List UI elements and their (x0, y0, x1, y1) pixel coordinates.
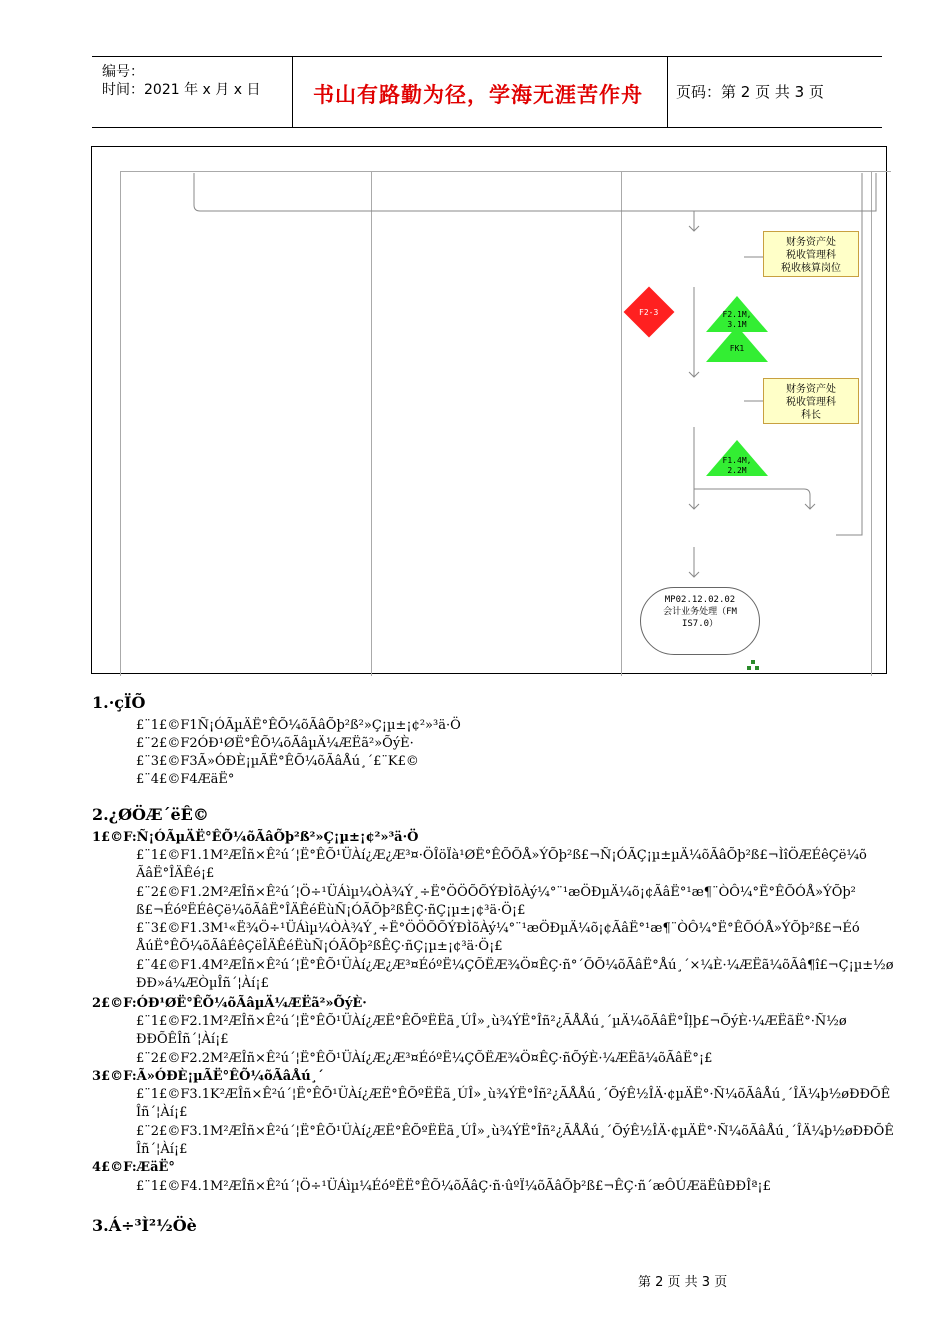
body-line: £¨4£©F1.4M²ÆÎñ×Ê²ú´¦Ë°ÊÕ¹ÜÀí¿Æ¿Æ³¤ÉóºË¼ÇÕËÆ¾Ö¤ÊÇ·ñ°´ÕÕ¼õÃâË°Åú¸´×¼È·¼ÆËã¼õÃâ¶î£¬Ç¡µ±½ø (136, 958, 894, 973)
task-box-section-chief (763, 378, 859, 424)
section-title: 2.¿ØÖÆ´ëÊ© (92, 805, 209, 824)
task-box-line: 税收管理科 (786, 250, 836, 261)
body-line: £¨3£©F1.3M¹«Ë¾Ö÷¹ÜÁìµ¼ÒÀ¾Ý¸÷Ë°ÖÖÕÕÝÐÌõÀý¼°¨¹æÖÐµÄ¼õ¡¢ÃâË°¹æ¶¨ÒÔ¼°Ë°ÊÕÓÅ»ÝÕþ²ß£¬Éó (136, 921, 860, 936)
body-line: Îñ´¦Àí¡£ (136, 1105, 188, 1120)
body-line: £¨1£©F1.1M²ÆÎñ×Ê²ú´¦Ë°ÊÕ¹ÜÀí¿Æ¿Æ³¤·ÖÎöÏà¹ØË°ÊÕÕÅ»ÝÕþ²ß£¬Ñ¡ÓÃÇ¡µ±µÄ¼õÃâÕþ²ß£¬ÌîÖÆÉêÇë¼õ (136, 848, 867, 863)
page-header (92, 56, 882, 128)
body-line: £¨1£©F2.1M²ÆÎñ×Ê²ú´¦Ë°ÊÕ¹ÜÀí¿ÆË°ÊÕºËËã¸ÚÎ»¸ù¾ÝË°Îñ²¿ÃÅÅú¸´µÄ¼õÃâË°Îļþ£¬ÕýÈ·¼ÆËãË°·Ñ½ø (136, 1014, 847, 1029)
control-label-line: 3.1M (727, 320, 747, 329)
header-motto: 书山有路勤为径，学海无涯苦作舟 (313, 83, 643, 107)
page-footer: 第 2 页 共 3 页 (638, 1275, 728, 1290)
task-box-line: 财务资产处 (786, 237, 836, 248)
task-box-line: 财务资产处 (786, 384, 836, 395)
control-label-line: F2.1M, (722, 310, 752, 319)
task-box-tax-accounting (763, 231, 859, 277)
body-line: ÅúË°ÊÕ¼õÃâÉêÇëÎÄÊéËùÑ¡ÓÃÕþ²ßÊÇ·ñÇ¡µ±¡¢³ä·Ö¡£ (136, 939, 503, 954)
control-fk-label: FK1 (729, 344, 745, 353)
task-box-line: 科长 (801, 410, 821, 421)
body-line: ÃâË°ÎÄÊé¡£ (136, 866, 215, 881)
body-line: £¨4£©F4ÆäË° (136, 772, 235, 787)
subsection-title: 3£©F:Ã»ÓÐÈ¡µÃË°ÊÕ¼õÃâÅú¸´ (92, 1069, 324, 1084)
connector-icon (747, 660, 759, 670)
header-motto-cell (292, 57, 668, 127)
body-line: £¨1£©F4.1M²ÆÎñ×Ê²ú´¦Ö÷¹ÜÁìµ¼ÉóºËË°ÊÕ¼õÃâÇ·ñ·ûºÏ¼õÃâÕþ²ß£¬ÊÇ·ñ´æÔÚÆäËûÐÐÎª¡£ (136, 1179, 771, 1194)
body-line: £¨2£©F2ÓÐ¹ØË°ÊÕ¼õÃâµÄ¼ÆËã²»ÕýÈ· (136, 736, 414, 751)
body-line: £¨2£©F1.2M²ÆÎñ×Ê²ú´¦Ö÷¹ÜÁìµ¼ÒÀ¾Ý¸÷Ë°ÖÖÕÕÝÐÌõÀý¼°¨¹æÖÐµÄ¼õ¡¢ÃâË°¹æ¶¨ÒÔ¼°Ë°ÊÕÓÅ»ÝÕþ² (136, 885, 856, 900)
subsection-title: 4£©F:ÆäË° (92, 1160, 175, 1175)
body-line: £¨2£©F3.1M²ÆÎñ×Ê²ú´¦Ë°ÊÕ¹ÜÀí¿ÆË°ÊÕºËËã¸ÚÎ»¸ù¾ÝË°Îñ²¿ÃÅÅú¸´ÕýÊ½ÎÄ·¢µÄË°·Ñ¼õÃâÅú¸´ÎÄ¼þ½øÐÐÕÊ (136, 1124, 894, 1139)
task-box-line: 税收核算岗位 (781, 263, 841, 274)
terminal-line: IS7.0） (681, 619, 719, 629)
body-line: Îñ´¦Àí¡£ (136, 1142, 188, 1157)
body-line: ÐÐ»á¼ÆÒµÎñ´¦Àí¡£ (136, 976, 269, 991)
risk-diamond-label: F2-3 (639, 308, 659, 317)
control-label-line: 2.2M (727, 466, 747, 475)
subsection-title: 1£©F:Ñ¡ÓÃµÄË°ÊÕ¼õÃâÕþ²ß²»Ç¡µ±¡¢²»³ä·Ö (92, 830, 419, 845)
terminal-line: MP02.12.02.02 (664, 595, 736, 605)
time-label: 时间：2021 年 x 月 x 日 (102, 82, 261, 98)
control-triangle-label (716, 456, 758, 476)
task-box-line: 税收管理科 (786, 397, 836, 408)
terminal-line: 会计业务处理（FM (663, 607, 737, 617)
process-terminal (640, 587, 760, 655)
section-title: 1.·çÏÕ (92, 693, 146, 712)
body-line: £¨3£©F3Ã»ÓÐÈ¡µÃË°ÊÕ¼õÃâÅú¸´£¨K£© (136, 754, 419, 769)
body-line: £¨2£©F2.2M²ÆÎñ×Ê²ú´¦Ë°ÊÕ¹ÜÀí¿Æ¿Æ³¤ÉóºË¼ÇÕËÆ¾Ö¤ÊÇ·ñÕýÈ·¼ÆËã¼õÃâË°¡£ (136, 1051, 713, 1066)
body-line: £¨1£©F3.1K²ÆÎñ×Ê²ú´¦Ë°ÊÕ¹ÜÀí¿ÆË°ÊÕºËËã¸ÚÎ»¸ù¾ÝË°Îñ²¿ÃÅÅú¸´ÕýÊ½ÎÄ·¢µÄË°·Ñ¼õÃâÅú¸´ÎÄ¼þ½øÐÐÕÊ (136, 1087, 891, 1102)
body-line: £¨1£©F1Ñ¡ÓÃµÄË°ÊÕ¼õÃâÕþ²ß²»Ç¡µ±¡¢²»³ä·Ö (136, 718, 461, 733)
body-line: ß£¬ÉóºËÉêÇë¼õÃâË°ÎÄÊéËùÑ¡ÓÃÕþ²ßÊÇ·ñÇ¡µ±¡¢³ä·Ö¡£ (136, 903, 526, 918)
header-meta (92, 57, 292, 127)
number-label: 编号： (102, 64, 144, 80)
subsection-title: 2£©F:ÓÐ¹ØË°ÊÕ¼õÃâµÄ¼ÆËã²»ÕýÈ· (92, 996, 367, 1011)
control-label-line: F1.4M, (722, 456, 752, 465)
header-page-label: 页码：第 2 页 共 3 页 (676, 83, 824, 101)
body-line: ÐÐÕÊÎñ´¦Àí¡£ (136, 1032, 229, 1047)
section-title: 3.Á÷³Ì²½Öè (92, 1216, 197, 1235)
